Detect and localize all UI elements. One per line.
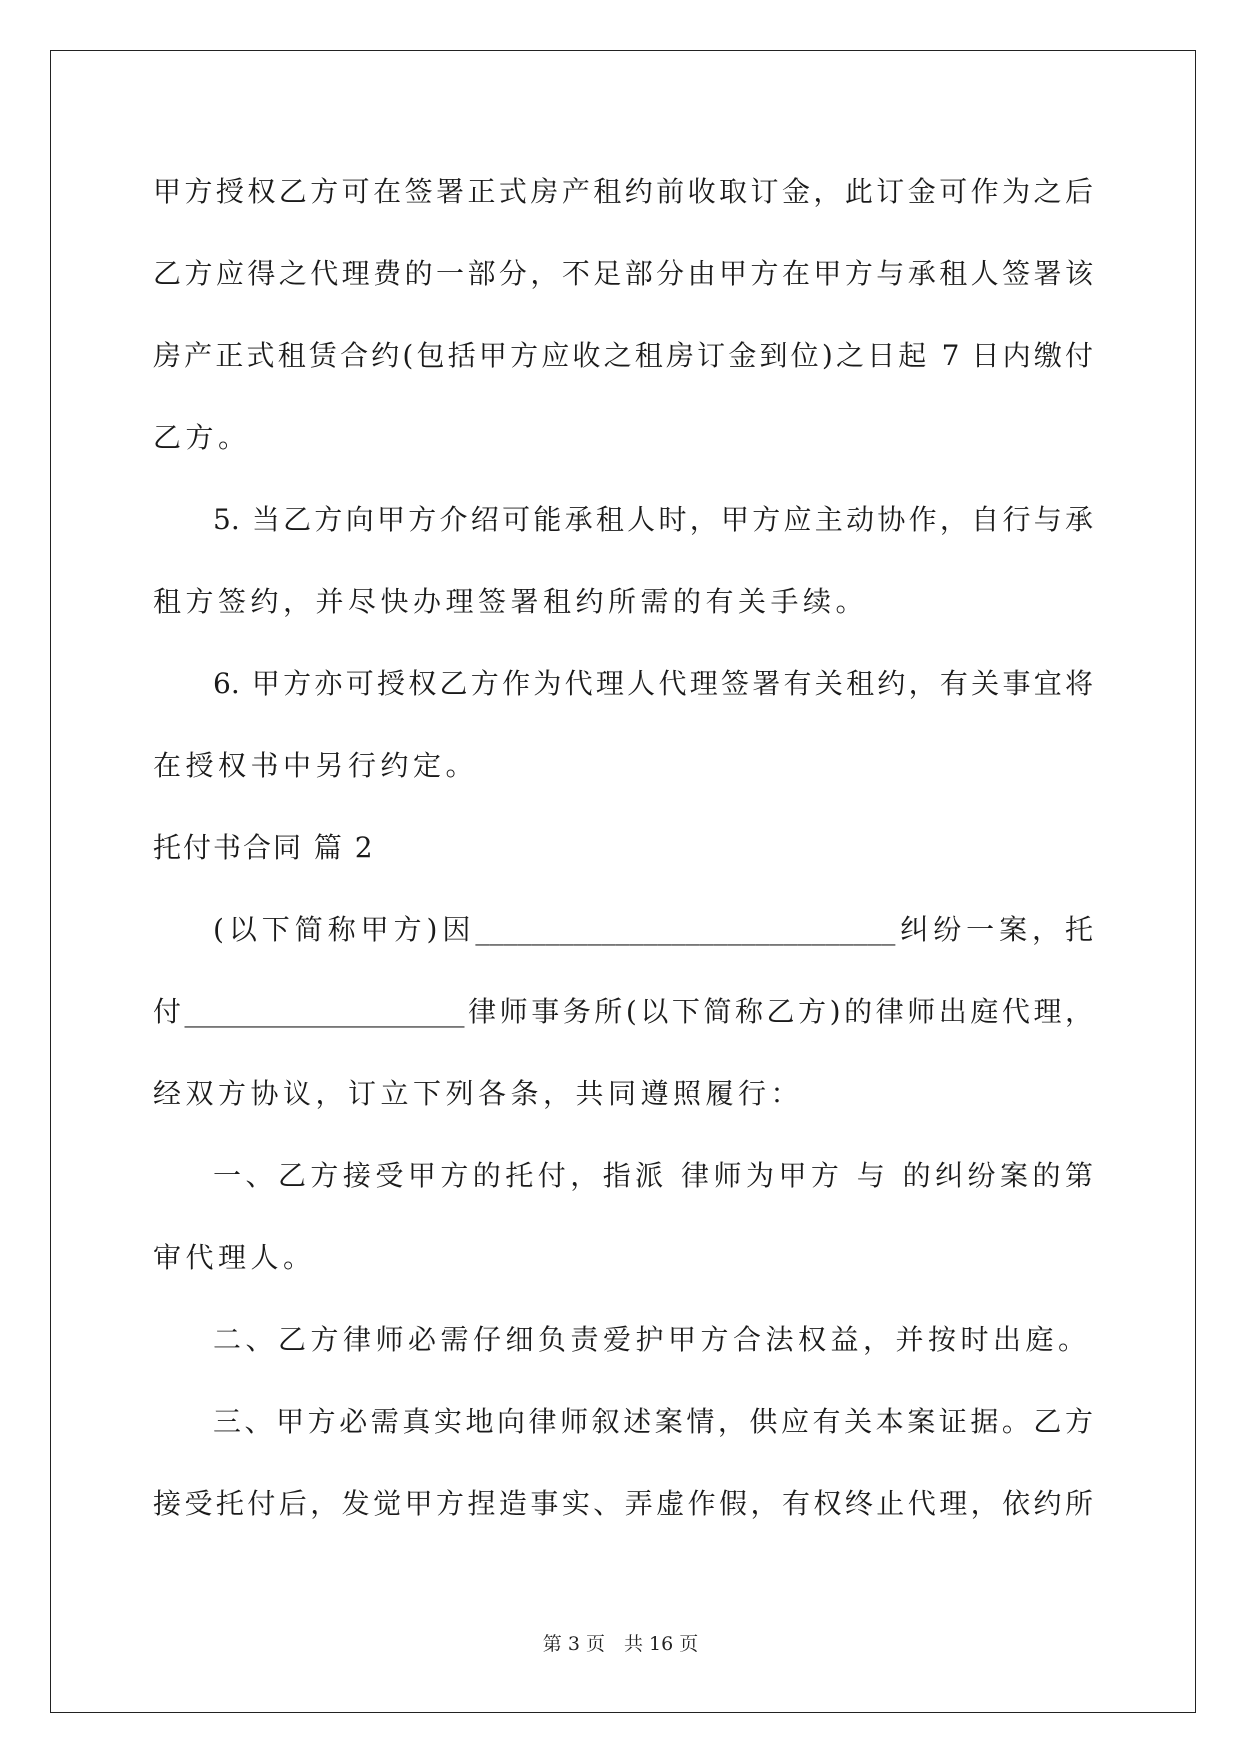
body-text-line: 6. 甲方亦可授权乙方作为代理人代理签署有关租约，有关事宜将 — [213, 667, 1093, 700]
body-text-line: 一、乙方接受甲方的托付，指派 律师为甲方 与 的纠纷案的第 — [213, 1159, 1093, 1192]
page-footer: 第 3 页 共 16 页 — [542, 1633, 699, 1655]
body-text-line: 租方签约，并尽快办理签署租约所需的有关手续。 — [153, 585, 869, 618]
body-text-line: 审代理人。 — [153, 1241, 316, 1274]
body-text-line: 房产正式租赁合约(包括甲方应收之租房订金到位)之日起 7 日内缴付 — [153, 339, 1093, 372]
body-text-line: 5. 当乙方向甲方介绍可能承租人时，甲方应主动协作，自行与承 — [213, 503, 1093, 536]
body-text-line: 付____________________律师事务所(以下简称乙方)的律师出庭代理， — [153, 995, 1093, 1028]
body-text-line: 二、乙方律师必需仔细负责爱护甲方合法权益，并按时出庭。 — [213, 1323, 1091, 1356]
body-text-line: 乙方。 — [153, 421, 251, 454]
body-text-line: 甲方授权乙方可在签署正式房产租约前收取订金，此订金可作为之后 — [153, 175, 1093, 208]
body-text-line: 三、甲方必需真实地向律师叙述案情，供应有关本案证据。乙方 — [213, 1405, 1093, 1438]
body-text-line: 经双方协议，订立下列各条，共同遵照履行： — [153, 1077, 804, 1110]
section-heading: 托付书合同 篇 2 — [153, 831, 375, 864]
body-text-line: 在授权书中另行约定。 — [153, 749, 479, 782]
body-text-line: 乙方应得之代理费的一部分，不足部分由甲方在甲方与承租人签署该 — [153, 257, 1093, 290]
page-border — [50, 50, 1196, 1713]
body-text-line: 接受托付后，发觉甲方捏造事实、弄虚作假，有权终止代理，依约所 — [153, 1487, 1093, 1520]
body-text-line: (以下简称甲方)因______________________________纠纷一案，托 — [213, 913, 1093, 946]
